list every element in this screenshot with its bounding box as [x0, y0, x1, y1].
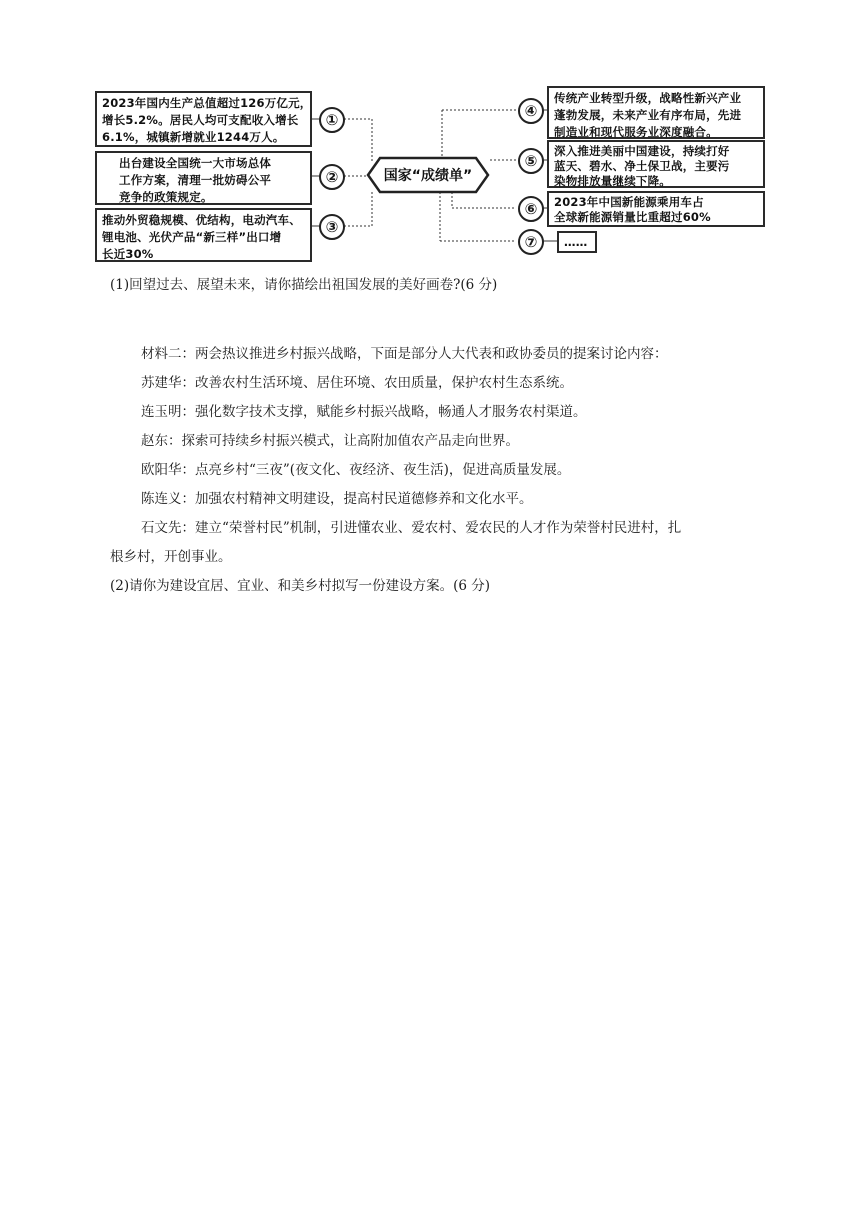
right-box-4: 传统产业转型升级，战略性新兴产业 蓬勃发展，未来产业有序布局，先进 制造业和现代服务业深度融合。 — [547, 86, 765, 139]
circle-number-6: ⑥ — [518, 196, 544, 222]
center-label: 国家“成绩单” — [383, 168, 473, 184]
question-2: (2)请你为建设宜居、宜业、和美乡村拟写一份建设方案。(6 分) — [110, 578, 491, 594]
speaker-item: 赵东：探索可持续乡村振兴模式，让高附加值农产品走向世界。 — [141, 433, 519, 449]
question-1: (1)回望过去、展望未来，请你描绘出祖国发展的美好画卷?(6 分) — [110, 277, 498, 293]
left-box-2: 出台建设全国统一大市场总体 工作方案，清理一批妨碍公平 竞争的政策规定。 — [95, 151, 312, 205]
circle-number-4: ④ — [518, 98, 544, 124]
achievement-diagram — [0, 0, 860, 270]
material-2-intro: 材料二：两会热议推进乡村振兴战略，下面是部分人大代表和政协委员的提案讨论内容： — [141, 346, 668, 362]
material-2 — [110, 340, 790, 601]
left-box-1: 2023年国内生产总值超过126万亿元， 增长5.2%。居民人均可支配收入增长 6.1%，城镇新增就业1244万人。 — [95, 91, 312, 147]
circle-number-2: ② — [319, 164, 345, 190]
speaker-item: 欧阳华：点亮乡村“三夜”(夜文化、夜经济、夜生活)，促进高质量发展。 — [141, 462, 571, 478]
speaker-item-last-cont: 根乡村，开创事业。 — [110, 549, 232, 565]
left-box-3: 推动外贸稳规模、优结构，电动汽车、 锂电池、光伏产品“新三样”出口增 长近30% — [95, 208, 312, 262]
right-box-7: …… — [557, 231, 597, 253]
speaker-item: 陈连义：加强农村精神文明建设，提高村民道德修养和文化水平。 — [141, 491, 533, 507]
circle-number-1: ① — [319, 107, 345, 133]
circle-number-7: ⑦ — [518, 229, 544, 255]
right-box-5: 深入推进美丽中国建设，持续打好 蓝天、碧水、净土保卫战，主要污 染物排放量继续下降。 — [547, 140, 765, 188]
speaker-item: 连玉明：强化数字技术支撑，赋能乡村振兴战略，畅通人才服务农村渠道。 — [141, 404, 587, 420]
speaker-item-last: 石文先：建立“荣誉村民”机制，引进懂农业、爱农村、爱农民的人才作为荣誉村民进村，扎 — [141, 520, 682, 536]
right-box-6: 2023年中国新能源乘用车占 全球新能源销量比重超过60% — [547, 191, 765, 227]
speaker-item: 苏建华：改善农村生活环境、居住环境、农田质量，保护农村生态系统。 — [141, 375, 573, 391]
circle-number-5: ⑤ — [518, 148, 544, 174]
circle-number-3: ③ — [319, 214, 345, 240]
